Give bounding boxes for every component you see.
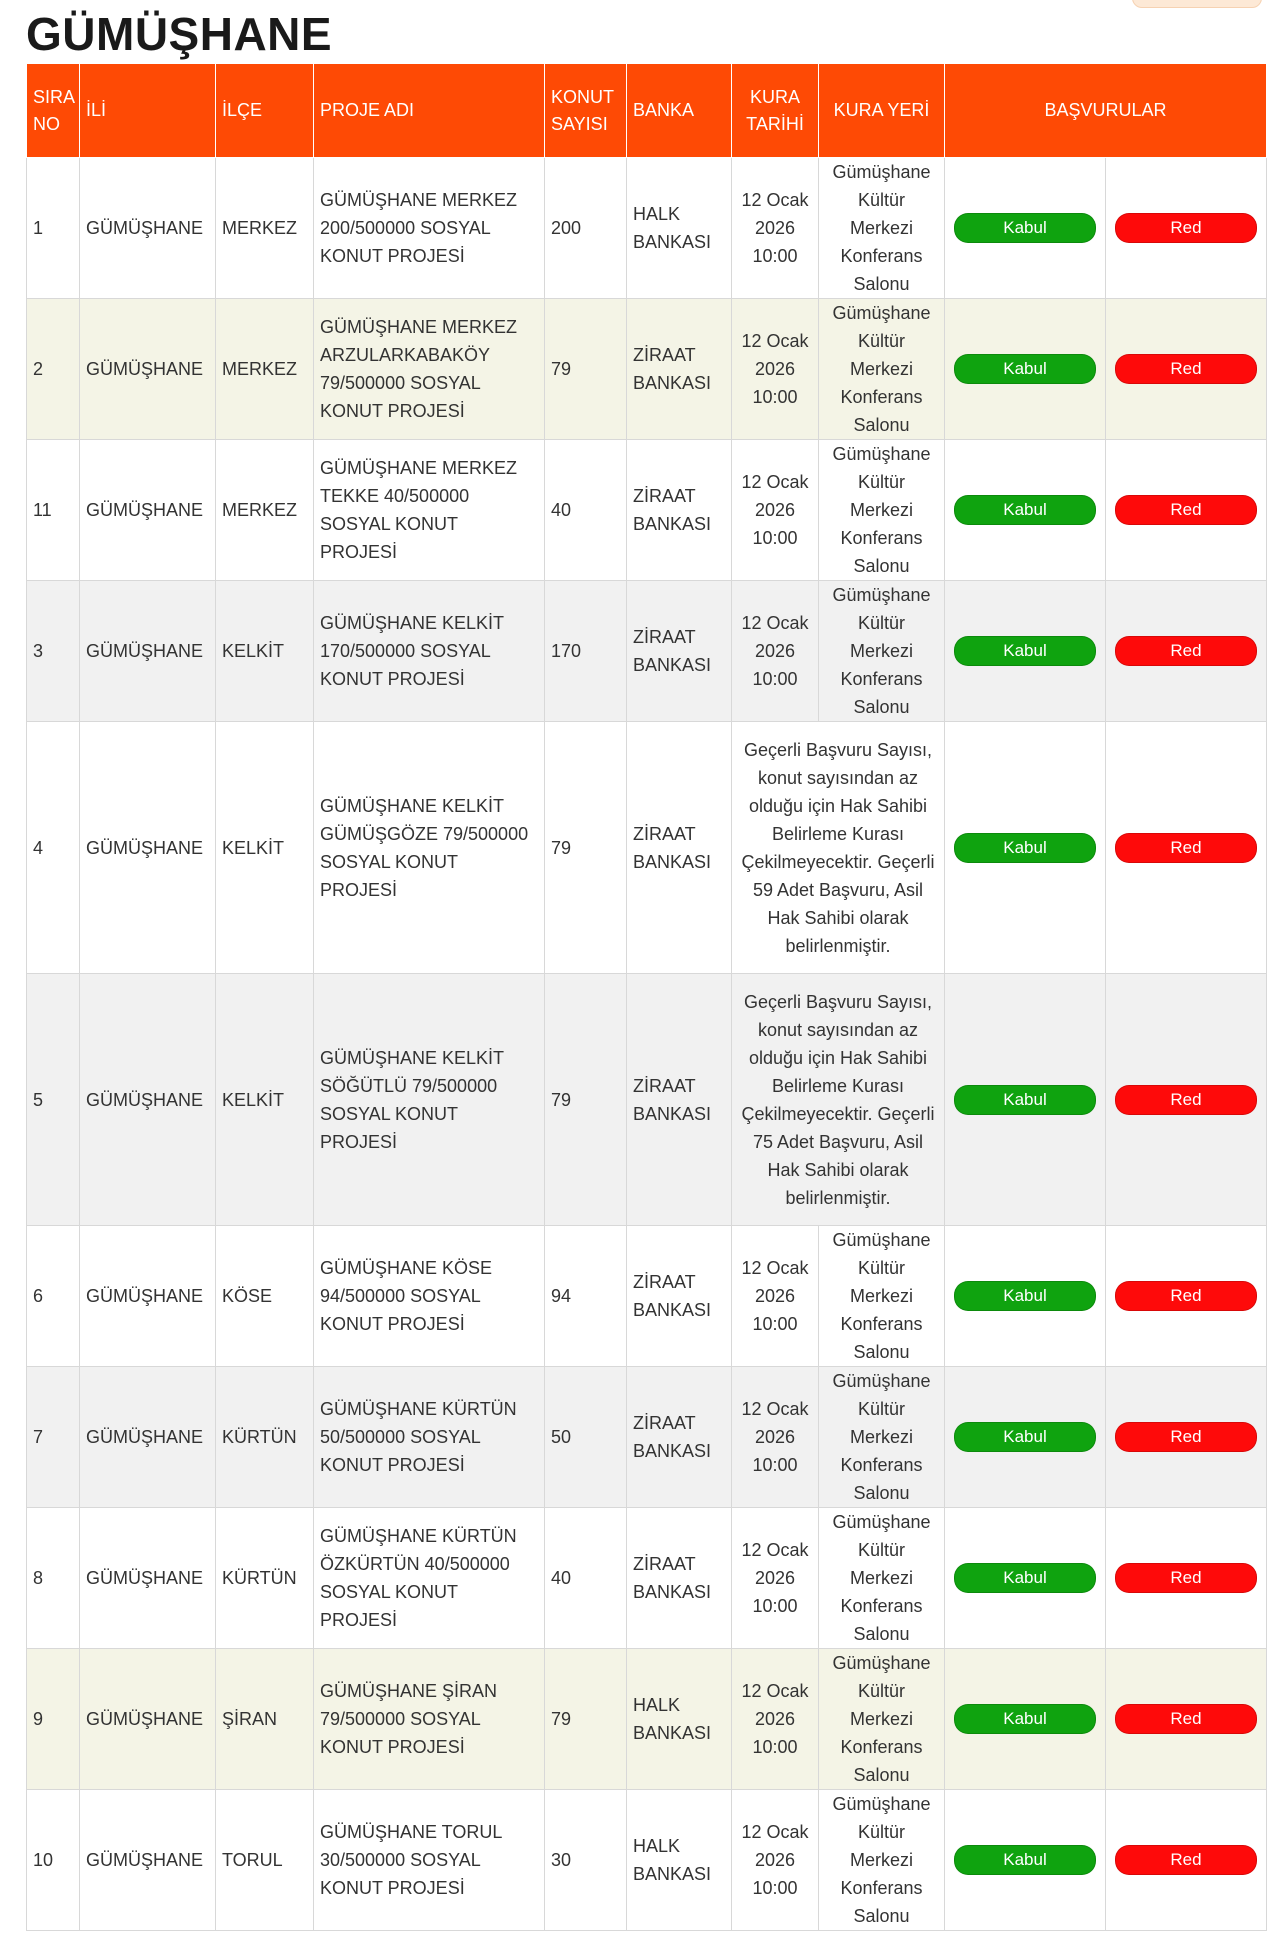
red-button[interactable]: Red [1115, 1845, 1257, 1875]
red-button[interactable]: Red [1115, 1085, 1257, 1115]
cell-kabul [945, 1226, 1106, 1367]
cell-il: GÜMÜŞHANE [80, 299, 216, 440]
red-button[interactable]: Red [1115, 1422, 1257, 1452]
cell-kabul [945, 1649, 1106, 1790]
table-body [27, 158, 1267, 1931]
table-header-row [27, 64, 1267, 158]
table-row [27, 299, 1267, 440]
cell-kura-tarihi: 12 Ocak 2026 10:00 [732, 1508, 819, 1649]
cell-banka: HALK BANKASI [627, 1649, 732, 1790]
kabul-button[interactable]: Kabul [954, 833, 1096, 863]
cell-kabul [945, 1790, 1106, 1931]
header-basvurular: BAŞVURULAR [945, 64, 1267, 158]
cell-kura-yeri: Gümüşhane Kültür Merkezi Konferans Salonu [819, 1226, 945, 1367]
cell-konut-sayisi: 79 [545, 722, 627, 974]
kabul-button[interactable]: Kabul [954, 354, 1096, 384]
cell-il: GÜMÜŞHANE [80, 722, 216, 974]
top-corner-pill[interactable] [1132, 0, 1262, 8]
cell-kabul [945, 158, 1106, 299]
cell-sira-no: 5 [27, 974, 80, 1226]
page-title: GÜMÜŞHANE [26, 8, 333, 60]
cell-sira-no: 4 [27, 722, 80, 974]
cell-red [1106, 581, 1267, 722]
kabul-button[interactable]: Kabul [954, 1845, 1096, 1875]
cell-red [1106, 1367, 1267, 1508]
table-row [27, 1367, 1267, 1508]
table-row [27, 1649, 1267, 1790]
cell-proje-adi: GÜMÜŞHANE KELKİT 170/500000 SOSYAL KONUT PROJESİ [314, 581, 545, 722]
cell-il: GÜMÜŞHANE [80, 1649, 216, 1790]
cell-kabul [945, 581, 1106, 722]
cell-kura-tarihi: 12 Ocak 2026 10:00 [732, 1367, 819, 1508]
kabul-button[interactable]: Kabul [954, 495, 1096, 525]
cell-kura-tarihi: 12 Ocak 2026 10:00 [732, 1226, 819, 1367]
cell-kura-yeri: Gümüşhane Kültür Merkezi Konferans Salonu [819, 158, 945, 299]
cell-red [1106, 722, 1267, 974]
cell-il: GÜMÜŞHANE [80, 1508, 216, 1649]
cell-kura-tarihi: 12 Ocak 2026 10:00 [732, 158, 819, 299]
cell-kura-tarihi: 12 Ocak 2026 10:00 [732, 299, 819, 440]
cell-banka: ZİRAAT BANKASI [627, 581, 732, 722]
cell-ilce: MERKEZ [216, 440, 314, 581]
red-button[interactable]: Red [1115, 213, 1257, 243]
cell-banka: ZİRAAT BANKASI [627, 440, 732, 581]
header-ili: İLİ [80, 64, 216, 158]
header-sira-no: SIRA NO [27, 64, 80, 158]
cell-sira-no: 1 [27, 158, 80, 299]
cell-ilce: ŞİRAN [216, 1649, 314, 1790]
cell-ilce: KELKİT [216, 581, 314, 722]
cell-red [1106, 1649, 1267, 1790]
header-banka: BANKA [627, 64, 732, 158]
cell-banka: ZİRAAT BANKASI [627, 1226, 732, 1367]
kabul-button[interactable]: Kabul [954, 1422, 1096, 1452]
cell-sira-no: 6 [27, 1226, 80, 1367]
cell-banka: ZİRAAT BANKASI [627, 1367, 732, 1508]
cell-konut-sayisi: 79 [545, 299, 627, 440]
cell-proje-adi: GÜMÜŞHANE KÜRTÜN ÖZKÜRTÜN 40/500000 SOSYAL KONUT PROJESİ [314, 1508, 545, 1649]
cell-red [1106, 1226, 1267, 1367]
table-row [27, 581, 1267, 722]
cell-red [1106, 299, 1267, 440]
table-row [27, 722, 1267, 974]
kabul-button[interactable]: Kabul [954, 1085, 1096, 1115]
cell-ilce: KELKİT [216, 974, 314, 1226]
cell-sira-no: 10 [27, 1790, 80, 1931]
cell-kabul [945, 1508, 1106, 1649]
table-row [27, 974, 1267, 1226]
cell-kura-note: Geçerli Başvuru Sayısı, konut sayısından az olduğu için Hak Sahibi Belirleme Kurası Çekilmeyecektir. Geçerli 59 Adet Başvuru, Asil Hak Sahibi olarak belirlenmiştir. [732, 722, 945, 974]
cell-proje-adi: GÜMÜŞHANE KÖSE 94/500000 SOSYAL KONUT PROJESİ [314, 1226, 545, 1367]
cell-red [1106, 158, 1267, 299]
cell-konut-sayisi: 200 [545, 158, 627, 299]
cell-kura-tarihi: 12 Ocak 2026 10:00 [732, 440, 819, 581]
cell-kura-yeri: Gümüşhane Kültür Merkezi Konferans Salonu [819, 581, 945, 722]
cell-konut-sayisi: 40 [545, 1508, 627, 1649]
cell-sira-no: 8 [27, 1508, 80, 1649]
cell-kura-yeri: Gümüşhane Kültür Merkezi Konferans Salonu [819, 299, 945, 440]
cell-ilce: TORUL [216, 1790, 314, 1931]
cell-sira-no: 11 [27, 440, 80, 581]
cell-proje-adi: GÜMÜŞHANE MERKEZ 200/500000 SOSYAL KONUT PROJESİ [314, 158, 545, 299]
header-kura-yeri: KURA YERİ [819, 64, 945, 158]
cell-kabul [945, 440, 1106, 581]
cell-sira-no: 3 [27, 581, 80, 722]
cell-ilce: MERKEZ [216, 299, 314, 440]
cell-kura-tarihi: 12 Ocak 2026 10:00 [732, 1649, 819, 1790]
red-button[interactable]: Red [1115, 833, 1257, 863]
cell-il: GÜMÜŞHANE [80, 1226, 216, 1367]
cell-proje-adi: GÜMÜŞHANE ŞİRAN 79/500000 SOSYAL KONUT PROJESİ [314, 1649, 545, 1790]
cell-konut-sayisi: 94 [545, 1226, 627, 1367]
cell-kura-yeri: Gümüşhane Kültür Merkezi Konferans Salonu [819, 1367, 945, 1508]
cell-sira-no: 2 [27, 299, 80, 440]
kabul-button[interactable]: Kabul [954, 1563, 1096, 1593]
cell-red [1106, 440, 1267, 581]
cell-banka: HALK BANKASI [627, 1790, 732, 1931]
cell-konut-sayisi: 50 [545, 1367, 627, 1508]
cell-banka: HALK BANKASI [627, 158, 732, 299]
cell-proje-adi: GÜMÜŞHANE MERKEZ TEKKE 40/500000 SOSYAL KONUT PROJESİ [314, 440, 545, 581]
project-table [26, 63, 1267, 1931]
cell-il: GÜMÜŞHANE [80, 1367, 216, 1508]
kabul-button[interactable]: Kabul [954, 1704, 1096, 1734]
cell-kabul [945, 1367, 1106, 1508]
red-button[interactable]: Red [1115, 495, 1257, 525]
cell-kura-tarihi: 12 Ocak 2026 10:00 [732, 1790, 819, 1931]
cell-kura-note: Geçerli Başvuru Sayısı, konut sayısından az olduğu için Hak Sahibi Belirleme Kurası Çekilmeyecektir. Geçerli 75 Adet Başvuru, Asil Hak Sahibi olarak belirlenmiştir. [732, 974, 945, 1226]
cell-il: GÜMÜŞHANE [80, 974, 216, 1226]
cell-kabul [945, 299, 1106, 440]
cell-kabul [945, 722, 1106, 974]
red-button[interactable]: Red [1115, 1563, 1257, 1593]
header-proje-adi: PROJE ADI [314, 64, 545, 158]
header-kura-tarihi: KURA TARİHİ [732, 64, 819, 158]
kabul-button[interactable]: Kabul [954, 1281, 1096, 1311]
cell-konut-sayisi: 40 [545, 440, 627, 581]
cell-kabul [945, 974, 1106, 1226]
cell-proje-adi: GÜMÜŞHANE TORUL 30/500000 SOSYAL KONUT PROJESİ [314, 1790, 545, 1931]
cell-ilce: KÜRTÜN [216, 1367, 314, 1508]
cell-konut-sayisi: 79 [545, 974, 627, 1226]
cell-proje-adi: GÜMÜŞHANE MERKEZ ARZULARKABAKÖY 79/500000 SOSYAL KONUT PROJESİ [314, 299, 545, 440]
cell-sira-no: 7 [27, 1367, 80, 1508]
cell-kura-yeri: Gümüşhane Kültür Merkezi Konferans Salonu [819, 1790, 945, 1931]
header-ilce: İLÇE [216, 64, 314, 158]
cell-kura-yeri: Gümüşhane Kültür Merkezi Konferans Salonu [819, 1649, 945, 1790]
kabul-button[interactable]: Kabul [954, 636, 1096, 666]
red-button[interactable]: Red [1115, 636, 1257, 666]
table-row [27, 158, 1267, 299]
cell-ilce: MERKEZ [216, 158, 314, 299]
cell-il: GÜMÜŞHANE [80, 158, 216, 299]
table-row [27, 1790, 1267, 1931]
red-button[interactable]: Red [1115, 1704, 1257, 1734]
cell-il: GÜMÜŞHANE [80, 1790, 216, 1931]
cell-proje-adi: GÜMÜŞHANE KELKİT GÜMÜŞGÖZE 79/500000 SOSYAL KONUT PROJESİ [314, 722, 545, 974]
cell-red [1106, 1508, 1267, 1649]
cell-ilce: KELKİT [216, 722, 314, 974]
cell-ilce: KÖSE [216, 1226, 314, 1367]
kabul-button[interactable]: Kabul [954, 213, 1096, 243]
cell-kura-yeri: Gümüşhane Kültür Merkezi Konferans Salonu [819, 1508, 945, 1649]
cell-sira-no: 9 [27, 1649, 80, 1790]
red-button[interactable]: Red [1115, 354, 1257, 384]
cell-il: GÜMÜŞHANE [80, 581, 216, 722]
table-row [27, 1226, 1267, 1367]
cell-konut-sayisi: 79 [545, 1649, 627, 1790]
cell-banka: ZİRAAT BANKASI [627, 974, 732, 1226]
red-button[interactable]: Red [1115, 1281, 1257, 1311]
cell-banka: ZİRAAT BANKASI [627, 299, 732, 440]
table-row [27, 1508, 1267, 1649]
header-konut-sayisi: KONUT SAYISI [545, 64, 627, 158]
table-row [27, 440, 1267, 581]
cell-konut-sayisi: 30 [545, 1790, 627, 1931]
cell-kura-yeri: Gümüşhane Kültür Merkezi Konferans Salonu [819, 440, 945, 581]
cell-banka: ZİRAAT BANKASI [627, 722, 732, 974]
cell-red [1106, 974, 1267, 1226]
cell-proje-adi: GÜMÜŞHANE KÜRTÜN 50/500000 SOSYAL KONUT PROJESİ [314, 1367, 545, 1508]
cell-ilce: KÜRTÜN [216, 1508, 314, 1649]
cell-banka: ZİRAAT BANKASI [627, 1508, 732, 1649]
cell-il: GÜMÜŞHANE [80, 440, 216, 581]
cell-red [1106, 1790, 1267, 1931]
cell-konut-sayisi: 170 [545, 581, 627, 722]
cell-kura-tarihi: 12 Ocak 2026 10:00 [732, 581, 819, 722]
cell-proje-adi: GÜMÜŞHANE KELKİT SÖĞÜTLÜ 79/500000 SOSYAL KONUT PROJESİ [314, 974, 545, 1226]
